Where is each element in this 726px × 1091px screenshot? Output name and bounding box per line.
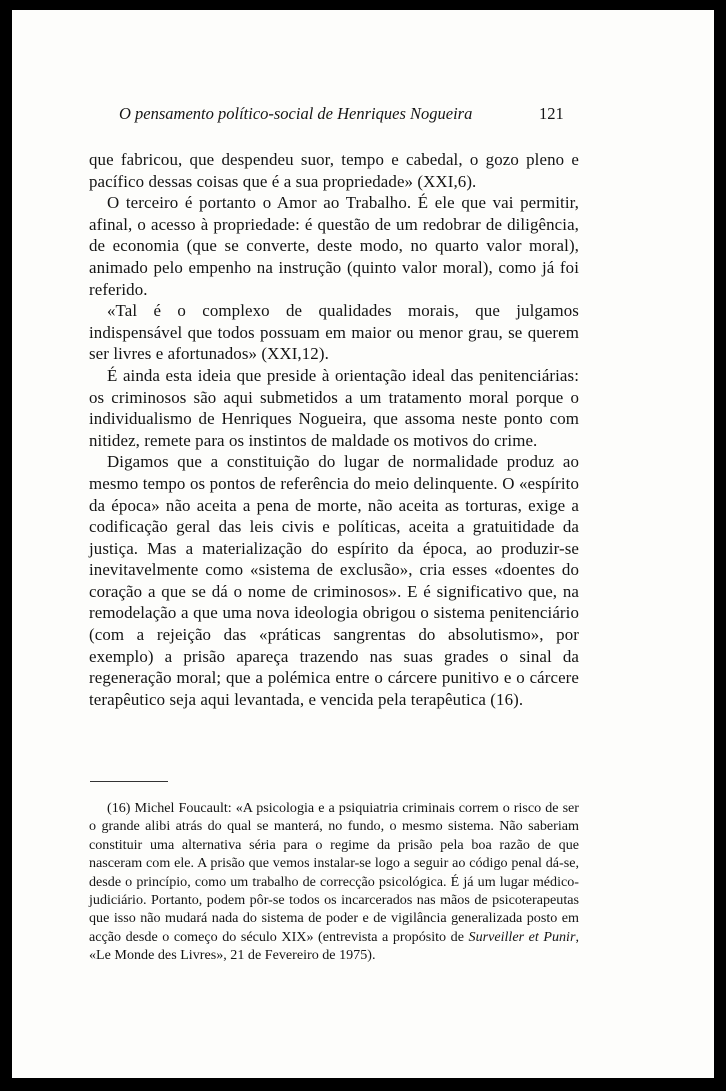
- paragraph-2: O terceiro é portanto o Amor ao Trabalho. É ele que vai permitir, afinal, o acesso à propriedade: é questão de um redobrar de diligência, de economia (que se converte, deste modo, no quarto valor moral), animado pelo empenho na instrução (quinto valor moral), como já foi referido.: [89, 193, 579, 299]
- footnote-paragraph: [89, 799, 579, 965]
- body-text: [89, 149, 579, 710]
- footnote-marker: (16): [107, 800, 131, 816]
- page-number: 121: [539, 104, 564, 123]
- footnote-divider: [90, 781, 168, 782]
- footnote-book-title: Surveiller et Punir: [468, 928, 576, 945]
- running-header: [119, 104, 609, 124]
- paragraph-1: que fabricou, que despendeu suor, tempo e cabedal, o gozo pleno e pacífico dessas coisas que é a sua propriedade» (XXI,6).: [89, 150, 579, 191]
- footnote-text: Michel Foucault: «A psicologia e a psiquiatria criminais correm o risco de ser o grande alibi atrás do qual se manterá, no fundo, o mesmo sistema. Não saberiam constituir uma alternativa séria para o regime da prisão pela boa razão de que nasceram com ele. A prisão que vemos instalar-se logo a seguir ao código penal dá-se, desde o princípio, como um trabalho de correcção psicológica. É já um lugar médico-judiciário. Portanto, podem pôr-se todos os incarcerados nas mãos de psicoterapeutas que isso não mudará nada do sistema de poder e de vigilância generalizada posto em acção desde o começo do século XIX» (entrevista a propósito de: [89, 800, 579, 945]
- paragraph-4: É ainda esta ideia que preside à orientação ideal das penitenciárias: os criminosos são aqui submetidos a um tratamento moral porque o individualismo de Henriques Nogueira, que assoma neste ponto com nitidez, remete para os instintos de maldade os motivos do crime.: [89, 365, 579, 450]
- book-page: [12, 10, 714, 1078]
- paragraph-3: «Tal é o complexo de qualidades morais, que julgamos indispensável que todos possuam em maior ou menor grau, se querem ser livres e afortunados» (XXI,12).: [89, 301, 579, 364]
- running-title: O pensamento político-social de Henriques Nogueira: [119, 104, 473, 123]
- footnote-text-end: , «Le Monde des Livres», 21 de Fevereiro de 1975).: [89, 928, 579, 964]
- paragraph-5: Digamos que a constituição do lugar de normalidade produz ao mesmo tempo os pontos de referência do meio delinquente. O «espírito da época» não aceita a pena de morte, não aceita as torturas, exige a codificação geral das leis civis e políticas, aceita a gratuitidade da justiça. Mas a materialização do espírito da época, ao produzir-se inevitavelmente como «sistema de exclusão», cria esses «doentes do coração a que se dá o nome de criminosos». E é significativo que, na remodelação a que uma nova ideologia obrigou o sistema penitenciário (com a rejeição das «práticas sangrentas do absolutismo», por exemplo) a prisão apareça trazendo nas suas grades o sinal da regeneração moral; que a polémica entre o cárcere punitivo e o cárcere terapêutico seja aqui levantada, e vencida pela terapêutica (16).: [89, 452, 579, 709]
- footnote-16: [89, 799, 579, 965]
